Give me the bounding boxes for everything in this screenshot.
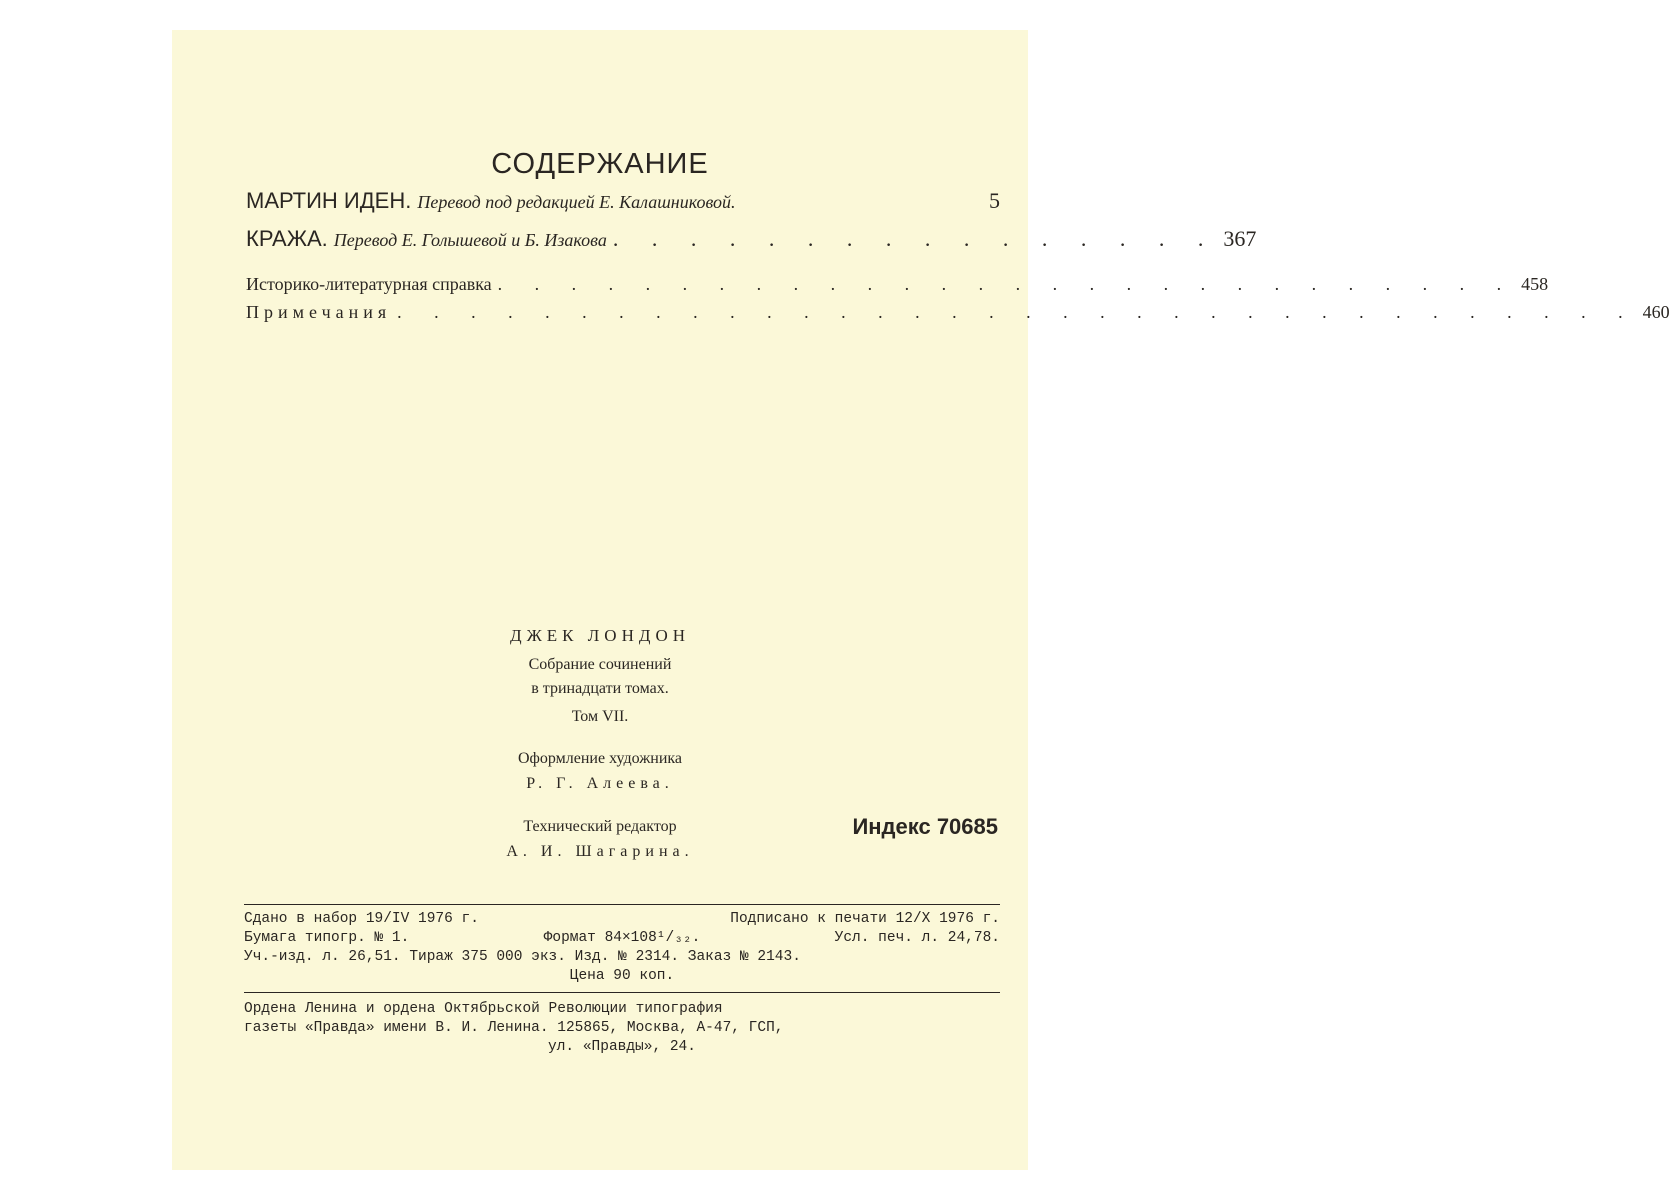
toc-entry-martin-eden	[246, 188, 1000, 214]
toc-heading: СОДЕРЖАНИЕ	[491, 148, 709, 180]
tech-editor-name: А. И. Шагарина.	[506, 843, 694, 860]
imprint-line-1	[244, 910, 1000, 928]
imprint-bottom-rule	[244, 992, 1000, 993]
leader-dots: . . . . . . . . . . . . . . . . . . . . . . . . . . . .	[497, 274, 1516, 294]
series-line-2: в тринадцати томах.	[531, 680, 669, 697]
imprint-line-3: Уч.-изд. л. 26,51. Тираж 375 000 экз. Изд. № 2314. Заказ № 2143.	[244, 949, 801, 965]
leader-dots: . . . . . . . . . . . . . . . .	[612, 226, 1218, 251]
toc-entry-notes	[246, 302, 1670, 323]
toc-entry-reference	[246, 274, 1549, 295]
print-approval-date: Подписано к печати 12/X 1976 г.	[730, 911, 1000, 927]
series-line-1: Собрание сочинений	[528, 656, 672, 673]
imprint-top-rule	[244, 904, 1000, 905]
toc-entry-subtitle: Перевод Е. Голышевой и Б. Изакова	[333, 230, 607, 250]
volume-number: Том VII.	[571, 708, 629, 725]
toc-entry-title: Историко-литературная справка	[246, 274, 492, 294]
toc-entry-page: 460	[1642, 302, 1670, 322]
paper-type: Бумага типогр. № 1.	[244, 930, 410, 946]
format: Формат 84×108¹/₃₂.	[543, 930, 701, 946]
design-label: Оформление художника	[517, 750, 683, 767]
printer-line-3: ул. «Правды», 24.	[548, 1039, 696, 1055]
price: Цена 90 коп.	[569, 968, 675, 984]
toc-entry-title: КРАЖА.	[246, 226, 328, 251]
imprint-line-2	[244, 929, 1000, 947]
book-page	[172, 30, 1670, 1170]
typeset-date: Сдано в набор 19/IV 1976 г.	[244, 911, 479, 927]
toc-entry-page: 367	[1223, 226, 1257, 251]
author-name: ДЖЕК ЛОНДОН	[509, 626, 691, 645]
tech-editor-label: Технический редактор	[523, 818, 677, 835]
toc-entry-title: Примечания	[246, 302, 392, 322]
toc-entry-page: 458	[1521, 274, 1549, 294]
designer-name: Р. Г. Алеева.	[526, 775, 674, 792]
toc-entry-page: 5	[989, 188, 1000, 213]
index-number: Индекс 70685	[852, 814, 998, 839]
printer-line-1: Ордена Ленина и ордена Октябрьской Революции типография	[244, 1001, 723, 1017]
toc-entry-title: МАРТИН ИДЕН.	[246, 188, 412, 213]
leader-dots: . . . . . . . . . . . . . . . . . . . . . . . . . . . . . . . . . .	[397, 302, 1637, 322]
toc-entry-subtitle: Перевод под редакцией Е. Калашниковой.	[417, 192, 736, 212]
print-sheets: Усл. печ. л. 24,78.	[834, 930, 1000, 946]
printer-line-2: газеты «Правда» имени В. И. Ленина. 125865, Москва, А-47, ГСП,	[244, 1020, 784, 1036]
toc-entry-krazha	[246, 226, 1257, 252]
